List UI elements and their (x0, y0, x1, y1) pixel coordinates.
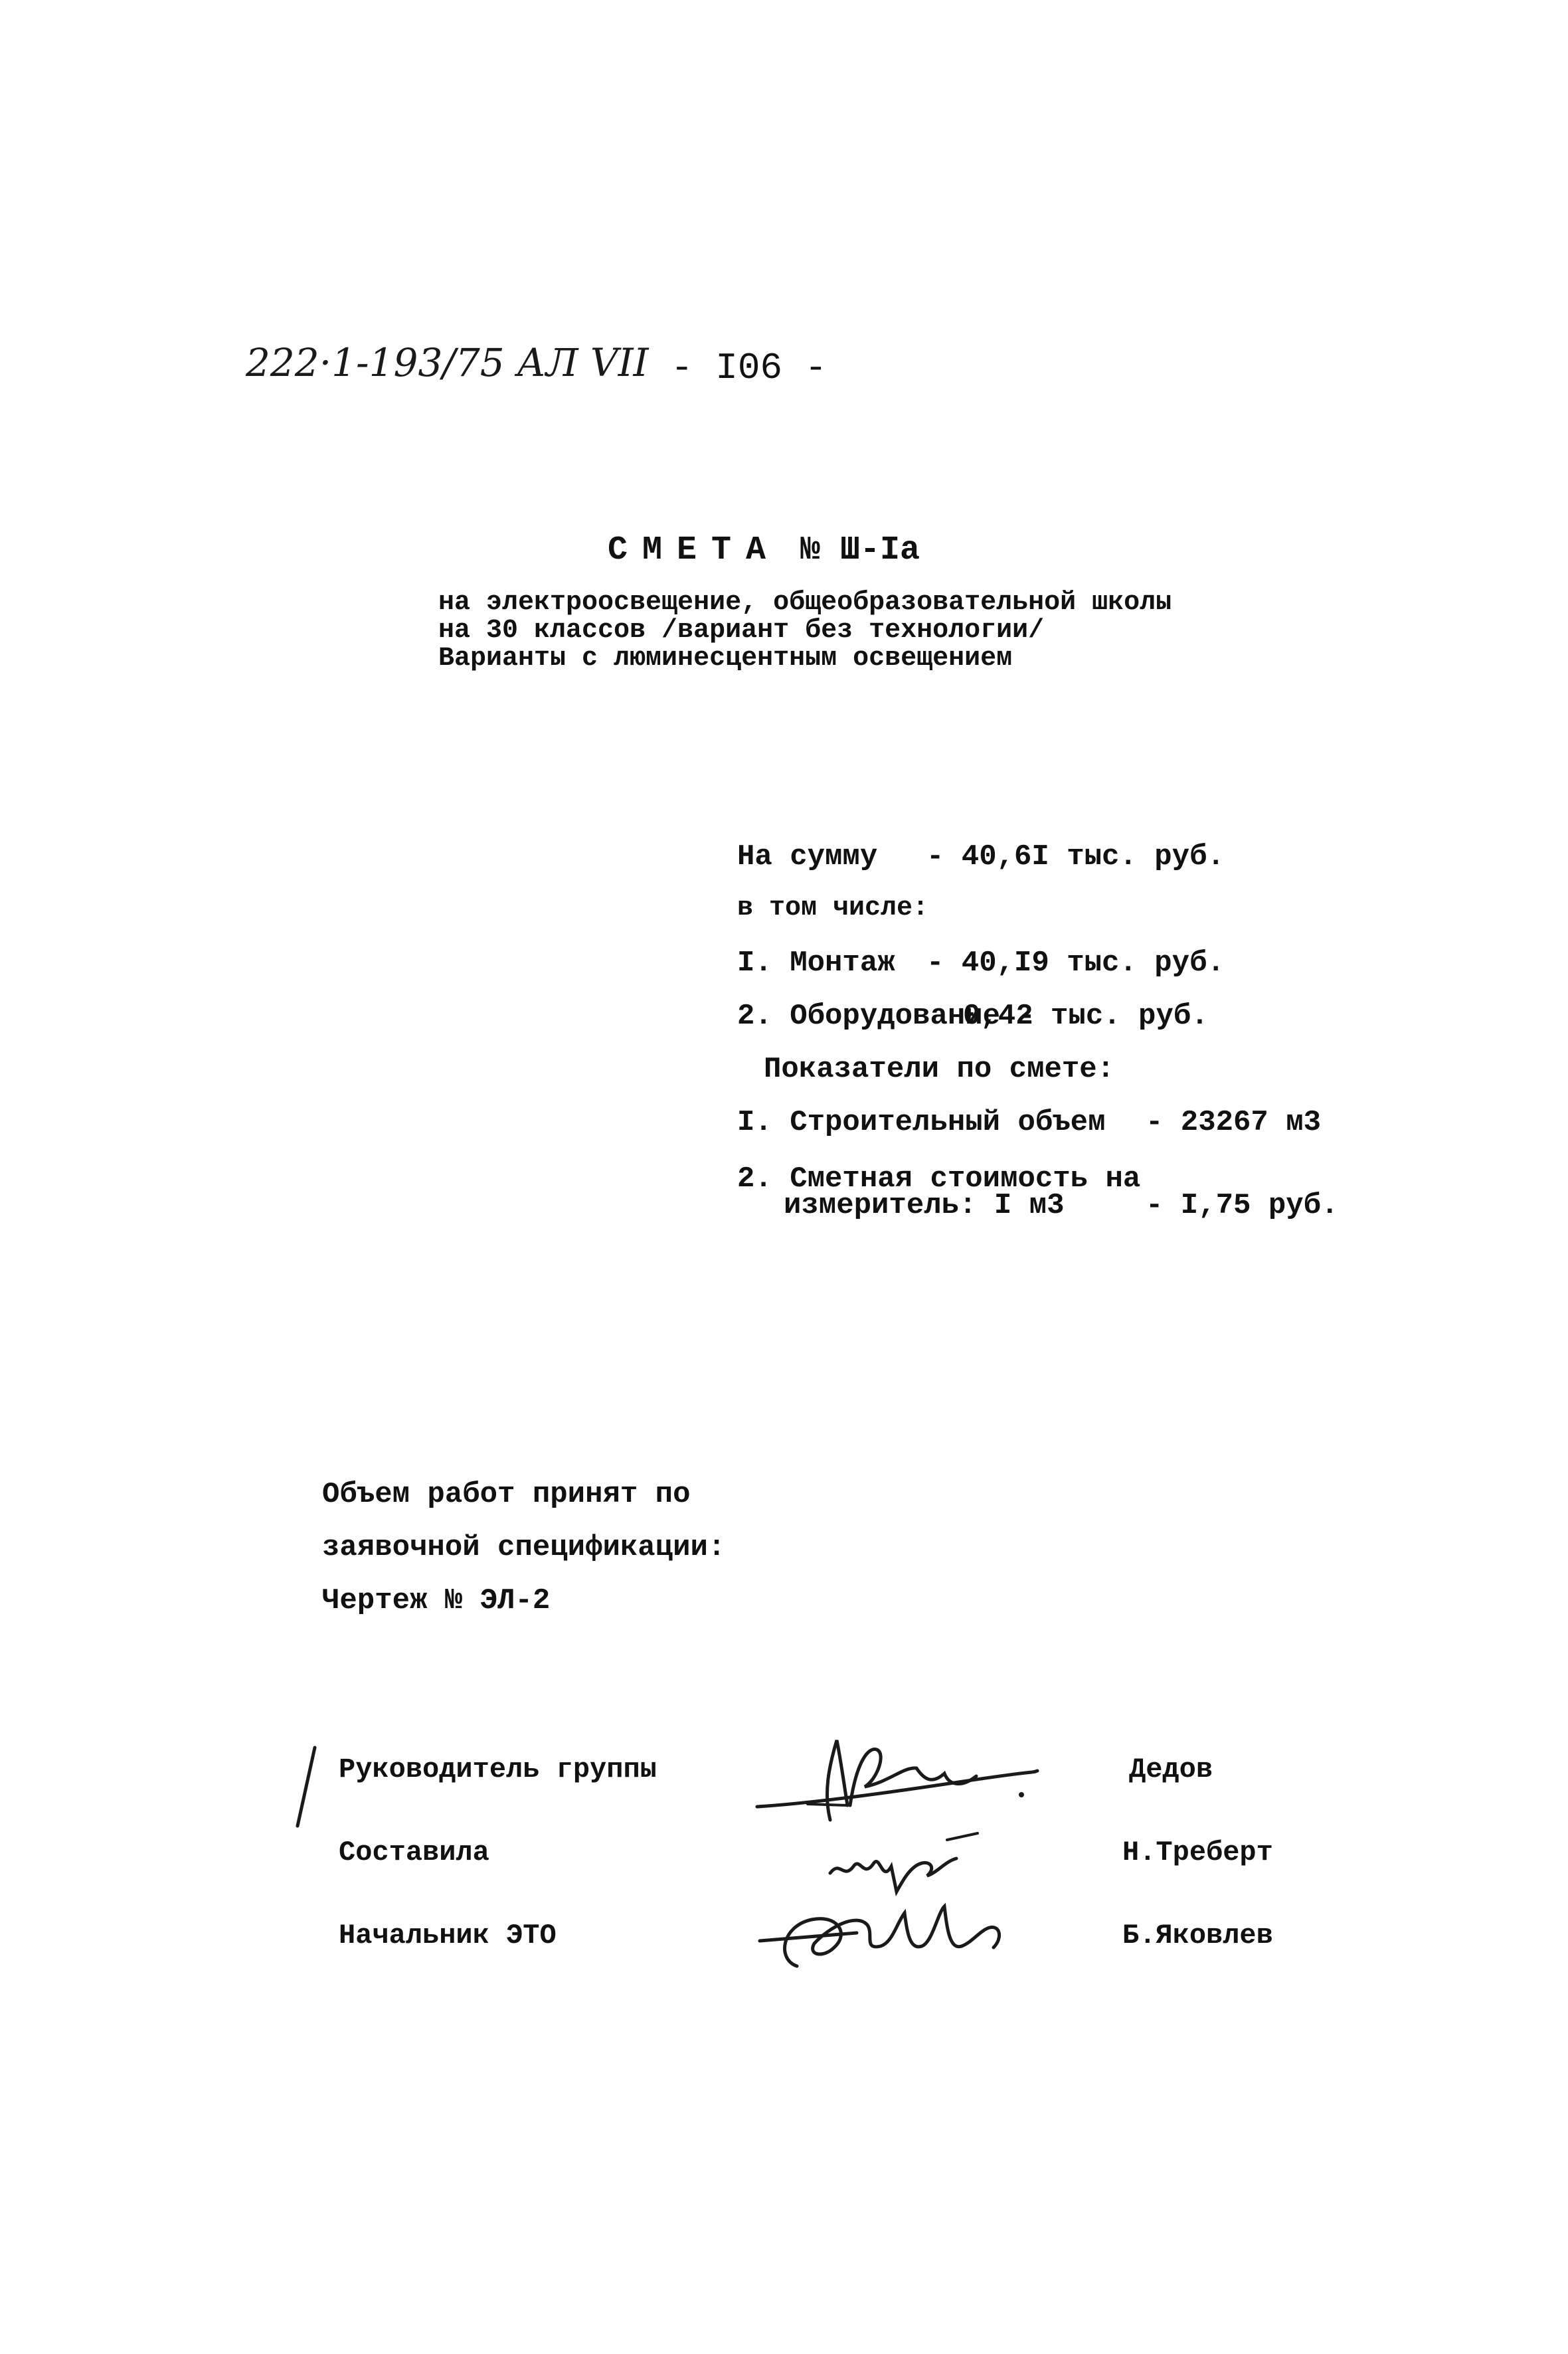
subtitle-line: Варианты с люминесцентным освещением (438, 644, 1013, 674)
signatory-name: Дедов (1129, 1754, 1213, 1785)
signatory-role: Начальник ЭТО (339, 1920, 557, 1951)
volume-value: - 23267 м3 (1146, 1106, 1322, 1139)
subtitle-line: на электроосвещение, общеобразовательной школы (438, 588, 1172, 618)
document-title: СМЕТА (608, 531, 781, 569)
document-code: 222·1-193/75 АЛ VII (246, 340, 649, 385)
work-basis-line: заявочной спецификации: (322, 1531, 726, 1564)
drawing-reference: Чертеж № ЭЛ-2 (322, 1584, 551, 1617)
subtitle-line: на 30 классов /вариант без технологии/ (438, 616, 1045, 646)
work-basis-line: Объем работ принят по (322, 1478, 691, 1511)
signatory-name: Б.Яковлев (1122, 1920, 1273, 1951)
volume-label: I. Строительный объем (737, 1106, 1106, 1139)
including-label: в том числе: (737, 893, 929, 923)
unit-cost-label: 2. Сметная стоимость на (737, 1162, 1141, 1196)
signatory-role: Составила (339, 1837, 489, 1868)
signatory-name: Н.Треберт (1122, 1837, 1273, 1868)
unit-cost-label-continued: измеритель: I м3 (784, 1189, 1065, 1222)
total-value: - 40,6I тыс. руб. (926, 840, 1225, 873)
indicators-heading: Показатели по смете: (764, 1053, 1115, 1086)
equipment-value: 0,42 тыс. руб. (963, 1000, 1209, 1033)
mounting-value: - 40,I9 тыс. руб. (926, 947, 1225, 980)
handwritten-signature (750, 1720, 1043, 1833)
handwritten-slash-mark (292, 1744, 319, 1830)
total-label: На сумму (737, 840, 878, 873)
handwritten-signature (750, 1886, 1016, 1979)
equipment-label: 2. Оборудование - (737, 1000, 1035, 1033)
signatory-role: Руководитель группы (339, 1754, 657, 1785)
document-number: № Ш-Iа (800, 531, 920, 569)
page-number: - I06 - (671, 347, 828, 389)
mounting-label: I. Монтаж (737, 947, 895, 980)
unit-cost-value: - I,75 руб. (1146, 1189, 1339, 1222)
